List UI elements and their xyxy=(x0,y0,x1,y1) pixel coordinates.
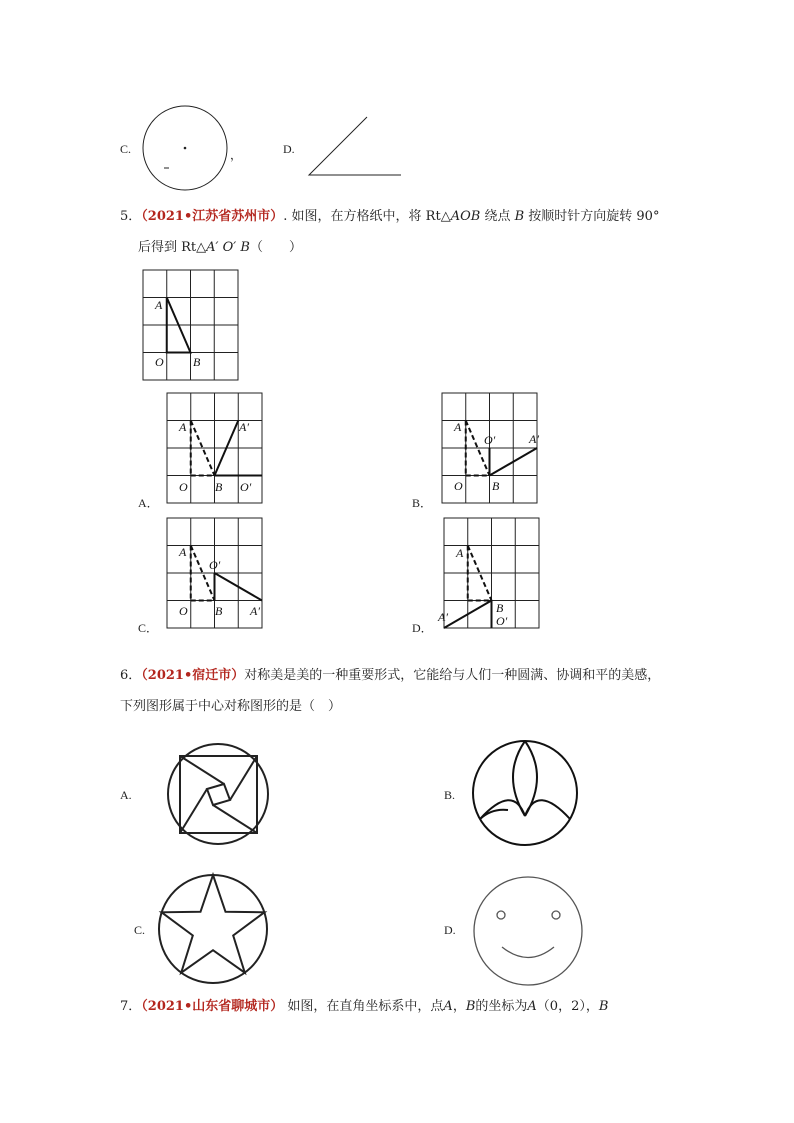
q5-italic-b: B xyxy=(514,209,525,224)
q5-main-grid-figure xyxy=(142,269,242,384)
q5-b-label-o: O xyxy=(454,479,463,493)
q6-text: 对称美是美的一种重要形式，它能给与人们一种圆满、协调和平的美感， xyxy=(244,668,661,683)
q5-d-label-a: A xyxy=(456,546,464,560)
q6-option-d-label: D. xyxy=(444,923,456,937)
q5-source: （2021•江苏省苏州市） xyxy=(141,209,284,224)
q6-option-d-smiley-figure xyxy=(470,876,590,996)
q7-sep: ， xyxy=(452,999,466,1014)
q6-option-c-figure xyxy=(156,872,271,987)
q5-main-label-a: A xyxy=(155,298,163,312)
q6-option-b-label: B. xyxy=(444,788,456,802)
q5-a-label-o: O xyxy=(179,480,188,494)
q5-a-label-b: B xyxy=(215,480,223,494)
q4-option-c-circle-figure xyxy=(140,104,243,194)
q6-option-c-label: C. xyxy=(134,923,146,937)
q5-c-label-a-prime: A′ xyxy=(250,604,260,618)
q5-text-3: 按顺时针方向旋转 90° xyxy=(524,209,660,224)
q5-option-d-figure xyxy=(438,517,543,632)
q7-number: 7． xyxy=(120,999,142,1014)
q4-option-d-angle-figure xyxy=(305,114,405,184)
q7-italic-b: B xyxy=(465,999,476,1014)
q5-b-label-b: B xyxy=(492,479,500,493)
q5-c-label-o: O xyxy=(179,604,188,618)
q6-option-b-figure xyxy=(468,736,583,851)
q5-main-label-o: O xyxy=(155,355,164,369)
q7-italic-b2: B xyxy=(598,999,609,1014)
q7-stem-line-1 xyxy=(120,1000,608,1013)
q5-option-b-label: B． xyxy=(412,496,433,510)
q5-stem-line-2 xyxy=(138,241,302,254)
q6-source: （2021•宿迁市） xyxy=(141,668,245,683)
q4-option-c-comma: ， xyxy=(230,148,243,162)
q5-a-label-o-prime: O′ xyxy=(240,480,252,494)
q5-b-label-a: A xyxy=(454,420,462,434)
q5-a-label-a-prime: A′ xyxy=(239,420,249,434)
q6-stem-line-2: 下列图形属于中心对称图形的是（ ） xyxy=(120,699,342,714)
q5-c-label-b: B xyxy=(215,604,223,618)
q5-c-label-o-prime: O′ xyxy=(209,558,221,572)
q6-option-a-figure xyxy=(164,740,274,850)
q5-main-label-b: B xyxy=(193,355,201,369)
q5-b-label-a-prime: A′ xyxy=(529,432,539,446)
q5-text-1: . 如图，在方格纸中，将 Rt△ xyxy=(283,209,451,224)
q5-c-label-a: A xyxy=(179,545,187,559)
q5-b-label-o-prime: O′ xyxy=(484,433,496,447)
q7-source: （2021•山东省聊城市） xyxy=(141,999,284,1014)
q7-text-2: 的坐标为 xyxy=(475,999,528,1014)
q5-option-b-figure xyxy=(441,392,541,507)
q5-option-c-label: C． xyxy=(138,621,159,635)
q5-italic-aob: AOB xyxy=(450,209,481,224)
q5-a-label-a: A xyxy=(179,420,187,434)
q4-option-d-label: D. xyxy=(283,142,295,156)
q7-italic-a: A xyxy=(443,999,453,1014)
q5-d-label-b: B xyxy=(496,601,504,615)
q7-coords: （0，2）， xyxy=(536,999,599,1014)
q7-italic-a2: A xyxy=(527,999,537,1014)
q5-number: 5． xyxy=(120,209,142,224)
q6-stem-line-1 xyxy=(120,669,660,682)
q6-option-a-label: A. xyxy=(120,788,132,802)
q5-option-c-figure xyxy=(166,517,266,632)
q5-stem-line-1 xyxy=(120,210,659,223)
q5-line2-italic: A′ O′ B xyxy=(206,240,250,255)
q5-option-d-label: D． xyxy=(412,621,433,635)
q5-line2-b: （ ） xyxy=(249,240,302,255)
q5-option-a-label: A． xyxy=(138,496,159,510)
q5-d-label-o-prime: O′ xyxy=(496,614,508,628)
q5-text-2: 绕点 xyxy=(480,209,515,224)
q5-option-a-figure xyxy=(166,392,266,507)
q5-line2-a: 后得到 Rt△ xyxy=(138,240,207,255)
q7-text-1: 如图，在直角坐标系中，点 xyxy=(283,999,444,1014)
q4-option-c-label: C. xyxy=(120,142,132,156)
q6-number: 6． xyxy=(120,668,142,683)
q5-d-label-a-prime: A′ xyxy=(438,610,448,624)
